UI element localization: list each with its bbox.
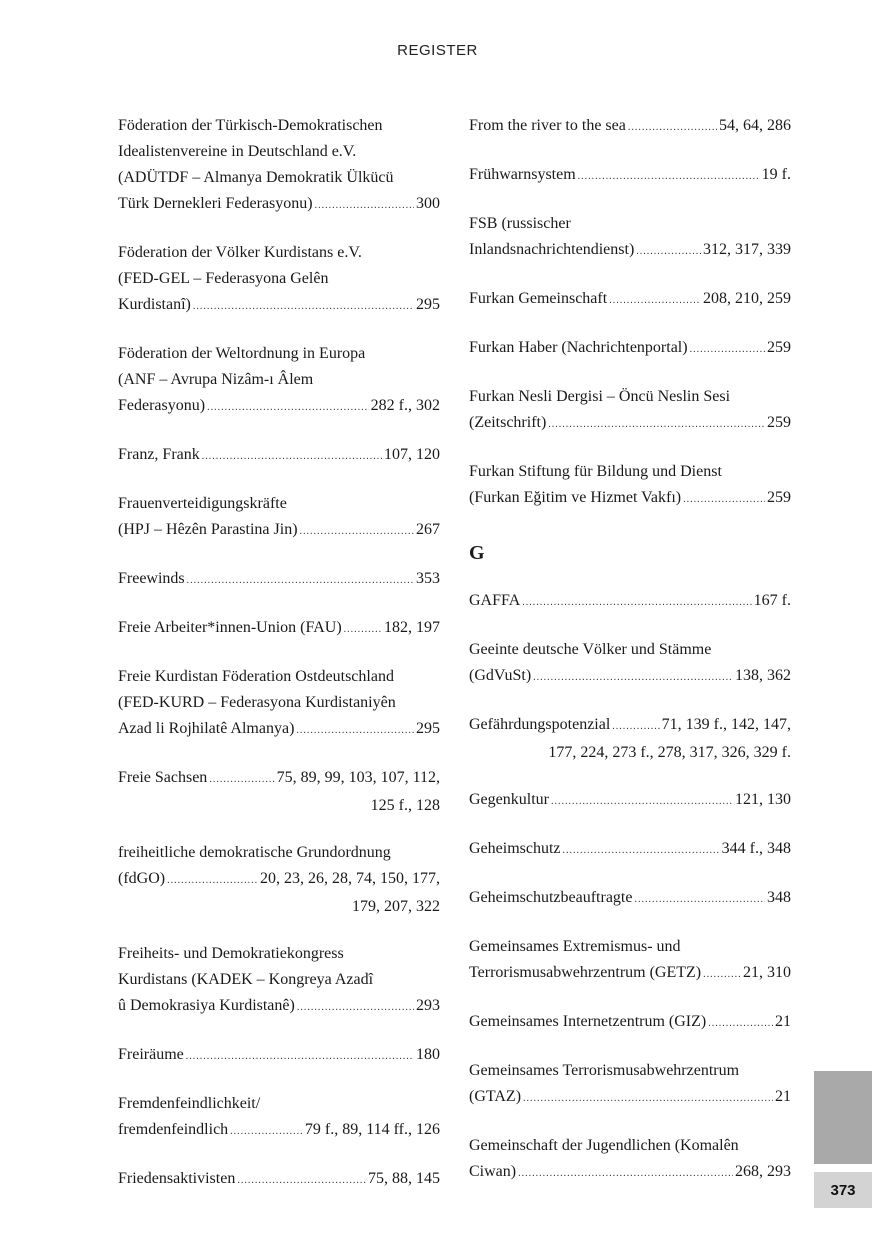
entry-term-line: Föderation der Weltordnung in Europa [118, 345, 366, 362]
entry-leader-line [118, 292, 440, 320]
entry-term-line: Freiheits- und Demokratiekongress [118, 945, 344, 962]
leader-dots [193, 294, 414, 320]
leader-dots [578, 164, 760, 190]
index-entry [469, 588, 791, 616]
index-entry [118, 442, 440, 470]
index-entry [469, 637, 791, 691]
entry-term: (fdGO) [118, 870, 166, 887]
entry-page-refs: 21, 310 [743, 964, 791, 981]
entry-term-line: Idealistenvereine in Deutschland e.V. [118, 143, 357, 160]
index-entry [118, 113, 440, 219]
leader-dots [344, 617, 382, 643]
leader-dots [551, 789, 733, 815]
index-entry [118, 1166, 440, 1194]
entry-leader-line [469, 663, 791, 691]
leader-dots [683, 487, 765, 513]
entry-term-line: Frauenverteidigungskräfte [118, 495, 287, 512]
index-group-g [469, 588, 791, 1187]
leader-dots [230, 1119, 303, 1145]
leader-dots [518, 1161, 733, 1187]
running-head: REGISTER [397, 42, 478, 59]
thumb-index-tab [814, 1071, 872, 1164]
entry-term-line: (FED-GEL – Federasyona Gelên [118, 270, 329, 287]
index-entry [469, 787, 791, 815]
entry-leader-line [118, 566, 440, 594]
entry-term-line: (ANF – Avrupa Nizâm-ı Âlem [118, 371, 314, 388]
index-entry [469, 885, 791, 913]
leader-dots [636, 239, 701, 265]
index-entry [469, 712, 791, 766]
entry-page-refs: 348 [767, 889, 791, 906]
entry-leader-line [469, 286, 791, 314]
entry-term: Frühwarnsystem [469, 166, 576, 183]
index-entry [469, 384, 791, 438]
entry-term-line: Gemeinsames Terrorismusabwehrzentrum [469, 1062, 740, 1079]
leader-dots [522, 590, 751, 616]
entry-term-line: (FED-KURD – Federasyona Kurdistaniyên [118, 694, 396, 711]
entry-term-line: Furkan Stiftung für Bildung und Dienst [469, 463, 722, 480]
entry-leader-line [118, 517, 440, 545]
leader-dots [690, 337, 765, 363]
entry-term: (Furkan Eğitim ve Hizmet Vakfı) [469, 489, 682, 506]
index-entry [118, 941, 440, 1021]
index-entry [469, 836, 791, 864]
entry-page-refs: 167 f. [753, 592, 791, 609]
index-entry [118, 566, 440, 594]
entry-leader-line [469, 836, 791, 864]
entry-page-refs: 75, 89, 99, 103, 107, 112, [276, 769, 440, 786]
index-entry [118, 1042, 440, 1070]
entry-term-line: (ADÜTDF – Almanya Demokratik Ülkücü [118, 169, 394, 186]
entry-leader-line [469, 1009, 791, 1037]
entry-page-refs: 21 [775, 1088, 791, 1105]
index-entry [469, 1058, 791, 1112]
entry-term: Freiräume [118, 1046, 184, 1063]
entry-leader-line [469, 485, 791, 513]
entry-term: Türk Dernekleri Federasyonu) [118, 195, 313, 212]
entry-term-line: Föderation der Völker Kurdistans e.V. [118, 244, 362, 261]
entry-page-refs: 259 [767, 339, 791, 356]
entry-term: û Demokrasiya Kurdistanê) [118, 997, 295, 1014]
leader-dots [300, 519, 414, 545]
entry-term: (GTAZ) [469, 1088, 522, 1105]
index-entry [118, 765, 440, 819]
entry-page-refs: 21 [775, 1013, 791, 1030]
entry-page-refs: 259 [767, 414, 791, 431]
entry-page-refs: 19 f. [761, 166, 791, 183]
index-entry [469, 1133, 791, 1187]
entry-leader-line [118, 393, 440, 421]
entry-leader-line [118, 866, 440, 894]
entry-leader-line [469, 885, 791, 913]
index-entry [469, 335, 791, 363]
entry-term: Freie Arbeiter*innen-Union (FAU) [118, 619, 342, 636]
entry-term-line: Gemeinsames Extremismus- und [469, 938, 681, 955]
entry-term: Kurdistanî) [118, 296, 191, 313]
entry-term-line: freiheitliche demokratische Grundordnung [118, 844, 391, 861]
entry-leader-line [118, 765, 440, 793]
index-entry [469, 459, 791, 513]
index-entry [118, 491, 440, 545]
entry-leader-line [118, 1166, 440, 1194]
entry-page-refs: 344 f., 348 [721, 840, 791, 857]
entry-leader-line [118, 1042, 440, 1070]
leader-dots [167, 868, 258, 894]
entry-page-refs: 293 [416, 997, 440, 1014]
entry-page-refs: 75, 88, 145 [368, 1170, 440, 1187]
entry-page-refs: 268, 293 [735, 1163, 791, 1180]
leader-dots [207, 395, 369, 421]
entry-page-refs: 312, 317, 339 [703, 241, 791, 258]
entry-page-refs: 54, 64, 286 [719, 117, 791, 134]
entry-leader-line [118, 993, 440, 1021]
entry-term: (Zeitschrift) [469, 414, 547, 431]
leader-dots [533, 665, 733, 691]
leader-dots [563, 838, 720, 864]
entry-term-line: FSB (russischer [469, 215, 571, 232]
leader-dots [315, 193, 414, 219]
entry-leader-line [469, 113, 791, 141]
entry-page-refs: 20, 23, 26, 28, 74, 150, 177, [260, 870, 440, 887]
leader-dots [628, 115, 717, 141]
leader-dots [708, 1011, 773, 1037]
entry-term-line: Föderation der Türkisch-Demokratischen [118, 117, 383, 134]
entry-term: Gefährdungspotenzial [469, 716, 611, 733]
entry-page-refs: 295 [416, 296, 440, 313]
index-column-left [118, 113, 440, 1215]
index-entry [469, 211, 791, 265]
index-entry [469, 286, 791, 314]
entry-term: Freie Sachsen [118, 769, 208, 786]
leader-dots [297, 995, 414, 1021]
entry-term: Freewinds [118, 570, 185, 587]
entry-page-refs: 79 f., 89, 114 ff., 126 [304, 1121, 440, 1138]
entry-page-refs: 300 [416, 195, 440, 212]
entry-term: Geheimschutz [469, 840, 561, 857]
entry-term: Ciwan) [469, 1163, 517, 1180]
index-entry [118, 664, 440, 744]
leader-dots [202, 444, 382, 470]
index-entry [118, 840, 440, 920]
entry-page-refs: 71, 139 f., 142, 147, [661, 716, 791, 733]
entry-leader-line [469, 237, 791, 265]
entry-leader-line [469, 162, 791, 190]
entry-leader-line [118, 191, 440, 219]
entry-page-refs: 295 [416, 720, 440, 737]
entry-page-refs: 267 [416, 521, 440, 538]
index-group-f [469, 113, 791, 513]
entry-leader-line [469, 960, 791, 988]
entry-page-refs: 182, 197 [384, 619, 440, 636]
entry-term: Franz, Frank [118, 446, 200, 463]
entry-leader-line [469, 1084, 791, 1112]
entry-page-refs: 121, 130 [735, 791, 791, 808]
entry-term-line: Geeinte deutsche Völker und Stämme [469, 641, 712, 658]
leader-dots [523, 1086, 773, 1112]
entry-leader-line [118, 716, 440, 744]
entry-term: Gegenkultur [469, 791, 549, 808]
entry-term: Federasyonu) [118, 397, 206, 414]
entry-term-line: Freie Kurdistan Föderation Ostdeutschland [118, 668, 394, 685]
index-entry [118, 1091, 440, 1145]
leader-dots [634, 887, 765, 913]
entry-page-refs: 353 [416, 570, 440, 587]
entry-leader-line [469, 588, 791, 616]
leader-dots [612, 714, 659, 740]
leader-dots [237, 1168, 366, 1194]
entry-leader-line [118, 1117, 440, 1145]
entry-leader-line [469, 1159, 791, 1187]
entry-term: Geheimschutzbeauftragte [469, 889, 633, 906]
entry-leader-line [469, 712, 791, 740]
index-entry [118, 615, 440, 643]
leader-dots [209, 767, 274, 793]
entry-term: fremdenfeindlich [118, 1121, 229, 1138]
entry-term-line: Gemeinschaft der Jugendlichen (Komalên [469, 1137, 739, 1154]
entry-term: Terrorismusabwehrzentrum (GETZ) [469, 964, 702, 981]
entry-term: From the river to the sea [469, 117, 626, 134]
index-entry [469, 113, 791, 141]
entry-leader-line [118, 442, 440, 470]
leader-dots [548, 412, 765, 438]
page-number: 373 [814, 1172, 872, 1208]
entry-leader-line [469, 335, 791, 363]
entry-term: GAFFA [469, 592, 521, 609]
entry-term: (HPJ – Hêzên Parastina Jin) [118, 521, 298, 538]
index-entry [118, 341, 440, 421]
leader-dots [296, 718, 414, 744]
index-entry [469, 162, 791, 190]
entry-term: Friedensaktivisten [118, 1170, 236, 1187]
entry-term: Inlandsnachrichtendienst) [469, 241, 635, 258]
leader-dots [186, 1044, 414, 1070]
entry-term-line: Kurdistans (KADEK – Kongreya Azadî [118, 971, 374, 988]
entry-term-line: Fremdenfeindlichkeit/ [118, 1095, 261, 1112]
index-entry [469, 1009, 791, 1037]
entry-page-refs: 208, 210, 259 [703, 290, 791, 307]
section-letter-heading: G [469, 542, 485, 564]
entry-page-refs: 259 [767, 489, 791, 506]
entry-page-refs-continued: 125 f., 128 [370, 797, 440, 814]
entry-term: Gemeinsames Internetzentrum (GIZ) [469, 1013, 707, 1030]
index-column-right [469, 113, 791, 1208]
entry-page-refs-continued: 179, 207, 322 [352, 898, 440, 915]
entry-leader-line [469, 787, 791, 815]
entry-page-refs-continued: 177, 224, 273 f., 278, 317, 326, 329 f. [548, 744, 791, 761]
entry-leader-line [469, 410, 791, 438]
leader-dots [703, 962, 741, 988]
entry-term-line: Furkan Nesli Dergisi – Öncü Neslin Sesi [469, 388, 731, 405]
entry-leader-line [118, 615, 440, 643]
entry-term: (GdVuSt) [469, 667, 532, 684]
entry-term: Furkan Gemeinschaft [469, 290, 608, 307]
entry-page-refs: 138, 362 [735, 667, 791, 684]
leader-dots [609, 288, 701, 314]
leader-dots [187, 568, 414, 594]
index-entry [118, 240, 440, 320]
entry-term: Furkan Haber (Nachrichtenportal) [469, 339, 688, 356]
index-entry [469, 934, 791, 988]
entry-page-refs: 282 f., 302 [370, 397, 440, 414]
entry-term: Azad li Rojhilatê Almanya) [118, 720, 295, 737]
entry-page-refs: 107, 120 [384, 446, 440, 463]
entry-page-refs: 180 [416, 1046, 440, 1063]
